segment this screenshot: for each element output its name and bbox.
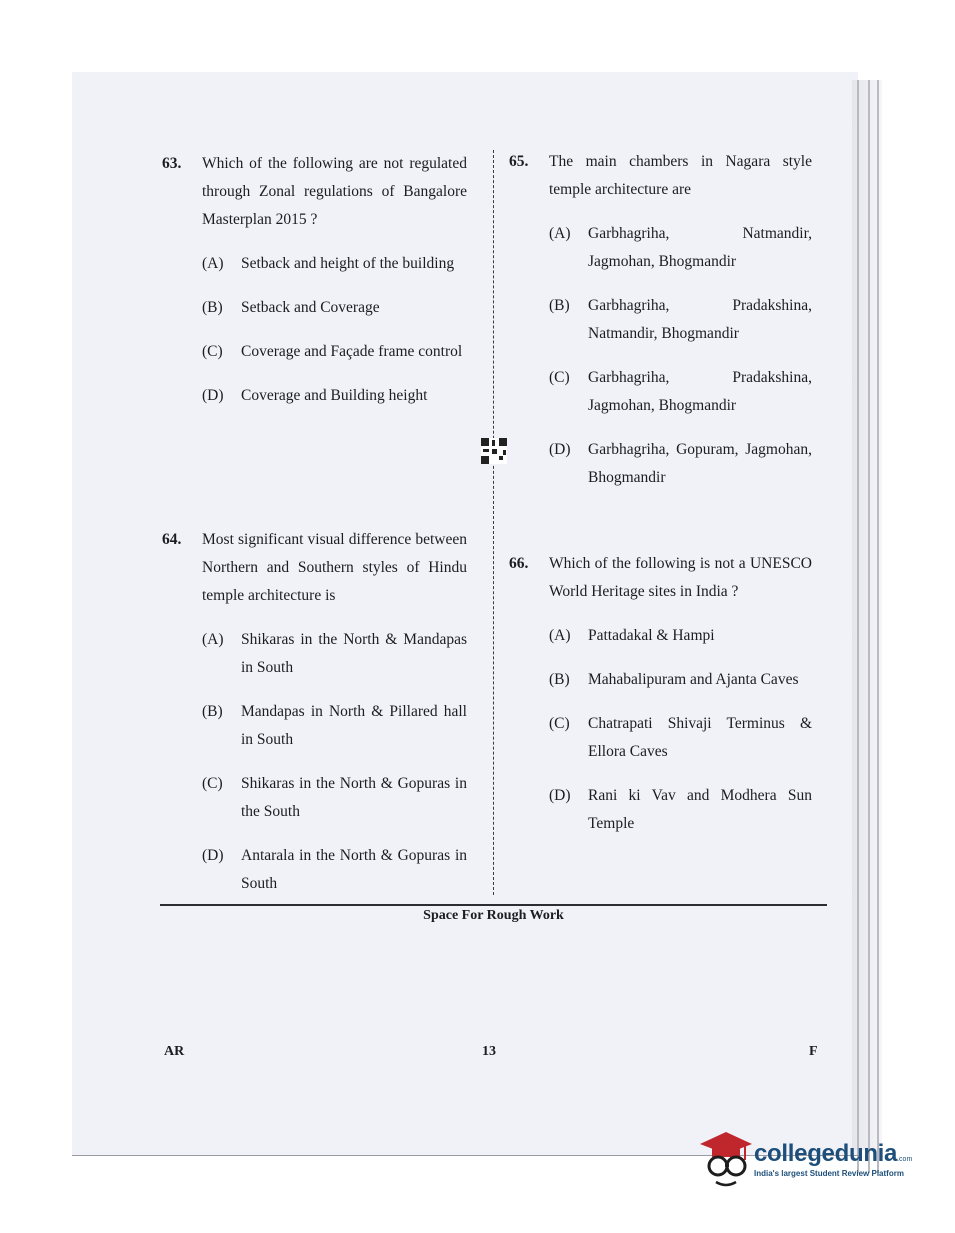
option-b: [202, 294, 467, 322]
option-letter: (A): [202, 255, 224, 272]
option-letter: (C): [549, 369, 570, 386]
option-text: Garbhagriha, Pradakshina, Natmandir, Bhogmandir: [588, 297, 812, 342]
page-edge-line: [857, 80, 859, 1173]
watermark-suffix: .com: [897, 1156, 913, 1163]
option-b: [549, 292, 812, 348]
option-a: [549, 622, 812, 650]
option-letter: (C): [202, 775, 223, 792]
option-text: Mandapas in North & Pillared hall in South: [241, 703, 467, 748]
option-text: Garbhagriha, Natmandir, Jagmohan, Bhogmandir: [588, 225, 812, 270]
option-b: [202, 698, 467, 754]
footer-booklet-code: F: [809, 1044, 818, 1059]
question-number: 65.: [509, 153, 529, 170]
option-a: [549, 220, 812, 276]
question-number: 64.: [162, 531, 182, 548]
watermark-text: [754, 1140, 912, 1178]
option-text: Antarala in the North & Gopuras in South: [241, 847, 467, 892]
option-letter: (D): [549, 787, 571, 804]
option-letter: (B): [202, 703, 223, 720]
option-d: [202, 382, 467, 410]
question-stem: Which of the following is not a UNESCO World Heritage sites in India ?: [549, 555, 812, 600]
question-stem: Most significant visual difference between Northern and Southern styles of Hindu temple architecture is: [202, 531, 467, 604]
option-letter: (D): [202, 847, 224, 864]
page-edge-line: [877, 80, 879, 1173]
option-text: Setback and height of the building: [241, 255, 455, 272]
footer-page-number: 13: [482, 1044, 496, 1059]
option-text: Shikaras in the North & Gopuras in the South: [241, 775, 467, 820]
question-63: [162, 150, 467, 410]
option-letter: (B): [202, 299, 223, 316]
option-text: Rani ki Vav and Modhera Sun Temple: [588, 787, 812, 832]
option-c: [202, 770, 467, 826]
option-c: [549, 364, 812, 420]
question-number: 63.: [162, 155, 182, 172]
option-c: [549, 710, 812, 766]
option-d: [549, 782, 812, 838]
option-text: Pattadakal & Hampi: [588, 627, 715, 644]
option-letter: (A): [549, 627, 571, 644]
watermark-name: collegedunia: [754, 1140, 898, 1167]
option-text: Chatrapati Shivaji Terminus & Ellora Caves: [588, 715, 812, 760]
question-stem: Which of the following are not regulated through Zonal regulations of Bangalore Masterplan 2015 ?: [202, 155, 467, 228]
footer-series-code: AR: [164, 1044, 185, 1059]
option-c: [202, 338, 467, 366]
question-65: [509, 148, 812, 492]
watermark-tagline: India's largest Student Review Platform: [754, 1169, 904, 1178]
option-letter: (A): [202, 631, 224, 648]
option-text: Garbhagriha, Pradakshina, Jagmohan, Bhogmandir: [588, 369, 812, 414]
column-divider: [493, 150, 494, 895]
question-64: [162, 526, 467, 898]
option-text: Coverage and Façade frame control: [241, 343, 463, 360]
option-text: Coverage and Building height: [241, 387, 428, 404]
option-letter: (B): [549, 297, 570, 314]
question-number: 66.: [509, 555, 529, 572]
page-edge-line: [868, 80, 870, 1173]
option-d: [202, 842, 467, 898]
rough-work-heading: Space For Rough Work: [423, 908, 564, 923]
option-a: [202, 626, 467, 682]
option-b: [549, 666, 812, 694]
qr-code: [481, 438, 507, 464]
option-text: Setback and Coverage: [241, 299, 380, 316]
option-text: Mahabalipuram and Ajanta Caves: [588, 671, 799, 688]
option-letter: (C): [549, 715, 570, 732]
option-text: Garbhagriha, Gopuram, Jagmohan, Bhogmandir: [588, 441, 812, 486]
option-a: [202, 250, 467, 278]
option-letter: (B): [549, 671, 570, 688]
option-letter: (D): [549, 441, 571, 458]
option-letter: (C): [202, 343, 223, 360]
option-text: Shikaras in the North & Mandapas in South: [241, 631, 467, 676]
question-66: [509, 550, 812, 838]
option-d: [549, 436, 812, 492]
section-rule: [160, 904, 827, 906]
option-letter: (D): [202, 387, 224, 404]
option-letter: (A): [549, 225, 571, 242]
question-stem: The main chambers in Nagara style temple architecture are: [549, 153, 812, 198]
